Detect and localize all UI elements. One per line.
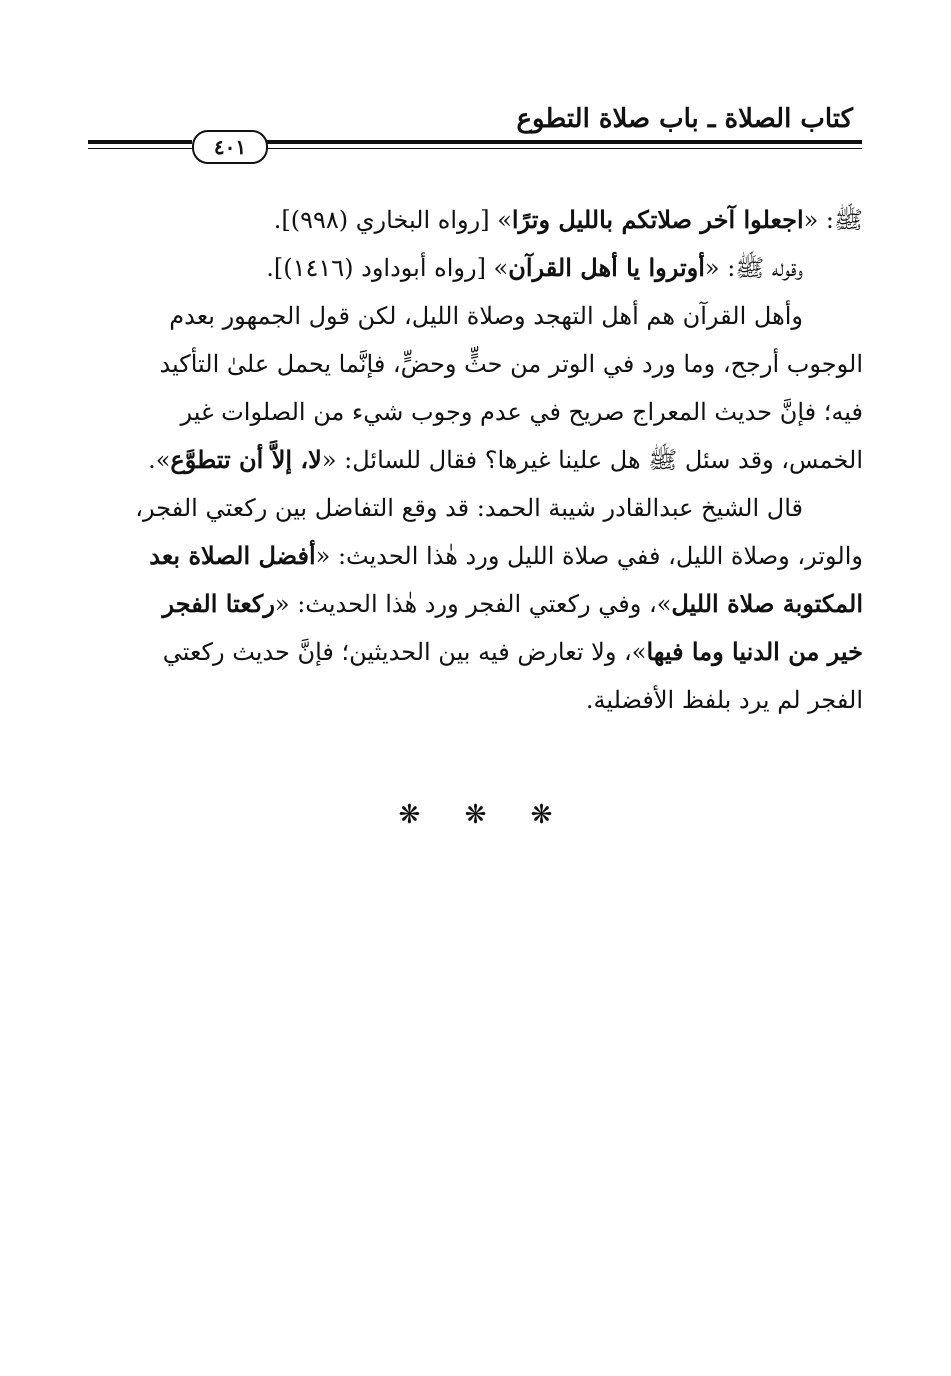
text-line-9: [87, 580, 863, 628]
page-number: ٤٠١: [192, 130, 268, 164]
hadith-quote-1: اجعلوا آخر صلاتكم بالليل وترًا: [511, 205, 804, 234]
text-line-11: الفجر لم يرد بلفظ الأفضلية.: [585, 686, 863, 714]
hadith-quote-4-start: أفضل الصلاة بعد: [149, 541, 316, 570]
text-line-6: [87, 436, 863, 484]
line6-pre: الخمس، وقد سئل ﷺ هل علينا غيرها؟ فقال للسائل: «: [321, 446, 863, 474]
line2-post: » [رواه أبوداود (١٤١٦)].: [266, 254, 509, 282]
text-line-3: وأهل القرآن هم أهل التهجد وصلاة الليل، لكن قول الجمهور بعدم: [169, 302, 803, 330]
line1-post: » [رواه البخاري (٩٩٨)].: [273, 206, 512, 234]
line10-post: »، ولا تعارض فيه بين الحديثين؛ فإنَّ حديث ركعتي: [162, 638, 647, 666]
body-text: [87, 196, 863, 724]
hadith-quote-4-end: المكتوبة صلاة الليل: [671, 589, 863, 618]
text-line-7: قال الشيخ عبدالقادر شيبة الحمد: قد وقع التفاضل بين ركعتي الفجر،: [135, 494, 803, 522]
hadith-quote-2: أوتروا يا أهل القرآن: [508, 253, 705, 282]
text-line-2: [87, 244, 863, 292]
header-rule-thin-left: [88, 148, 192, 149]
header-rule-thin-right: [264, 148, 862, 149]
running-header-title: كتاب الصلاة ـ باب صلاة التطوع: [516, 104, 853, 134]
text-line-8: [87, 532, 863, 580]
line1-pre: ﷺ: «: [803, 206, 863, 234]
separator-asterisk-3: ❋: [530, 800, 553, 830]
hadith-quote-5-end: خير من الدنيا وما فيها: [646, 637, 863, 666]
text-line-1: [87, 196, 863, 244]
text-line-5: فيه؛ فإنَّ حديث المعراج صريح في عدم وجوب شيء من الصلوات غير: [180, 398, 863, 426]
header-rule-thick-right: [264, 140, 862, 144]
header-rule: [88, 130, 862, 164]
separator-asterisk-1: ❋: [398, 800, 421, 830]
hadith-quote-5-start: ركعتا الفجر: [162, 589, 275, 618]
line6-post: ».: [148, 446, 171, 474]
hadith-quote-3: لا، إلاَّ أن تتطوَّع: [170, 445, 322, 474]
text-line-10: [87, 628, 863, 676]
line2-pre: وقوله ﷺ: «: [704, 254, 803, 282]
separator-asterisk-2: ❋: [464, 800, 487, 830]
text-line-4: الوجوب أرجح، وما ورد في الوتر من حثٍّ وحضٍّ، فإنَّما يحمل علىٰ التأكيد: [159, 350, 863, 378]
section-separator: [0, 800, 951, 830]
line9-mid: »، وفي ركعتي الفجر ورد هٰذا الحديث: «: [274, 590, 672, 618]
line8-pre: والوتر، وصلاة الليل، ففي صلاة الليل ورد هٰذا الحديث: «: [315, 542, 863, 570]
header-rule-thick-left: [88, 140, 192, 144]
